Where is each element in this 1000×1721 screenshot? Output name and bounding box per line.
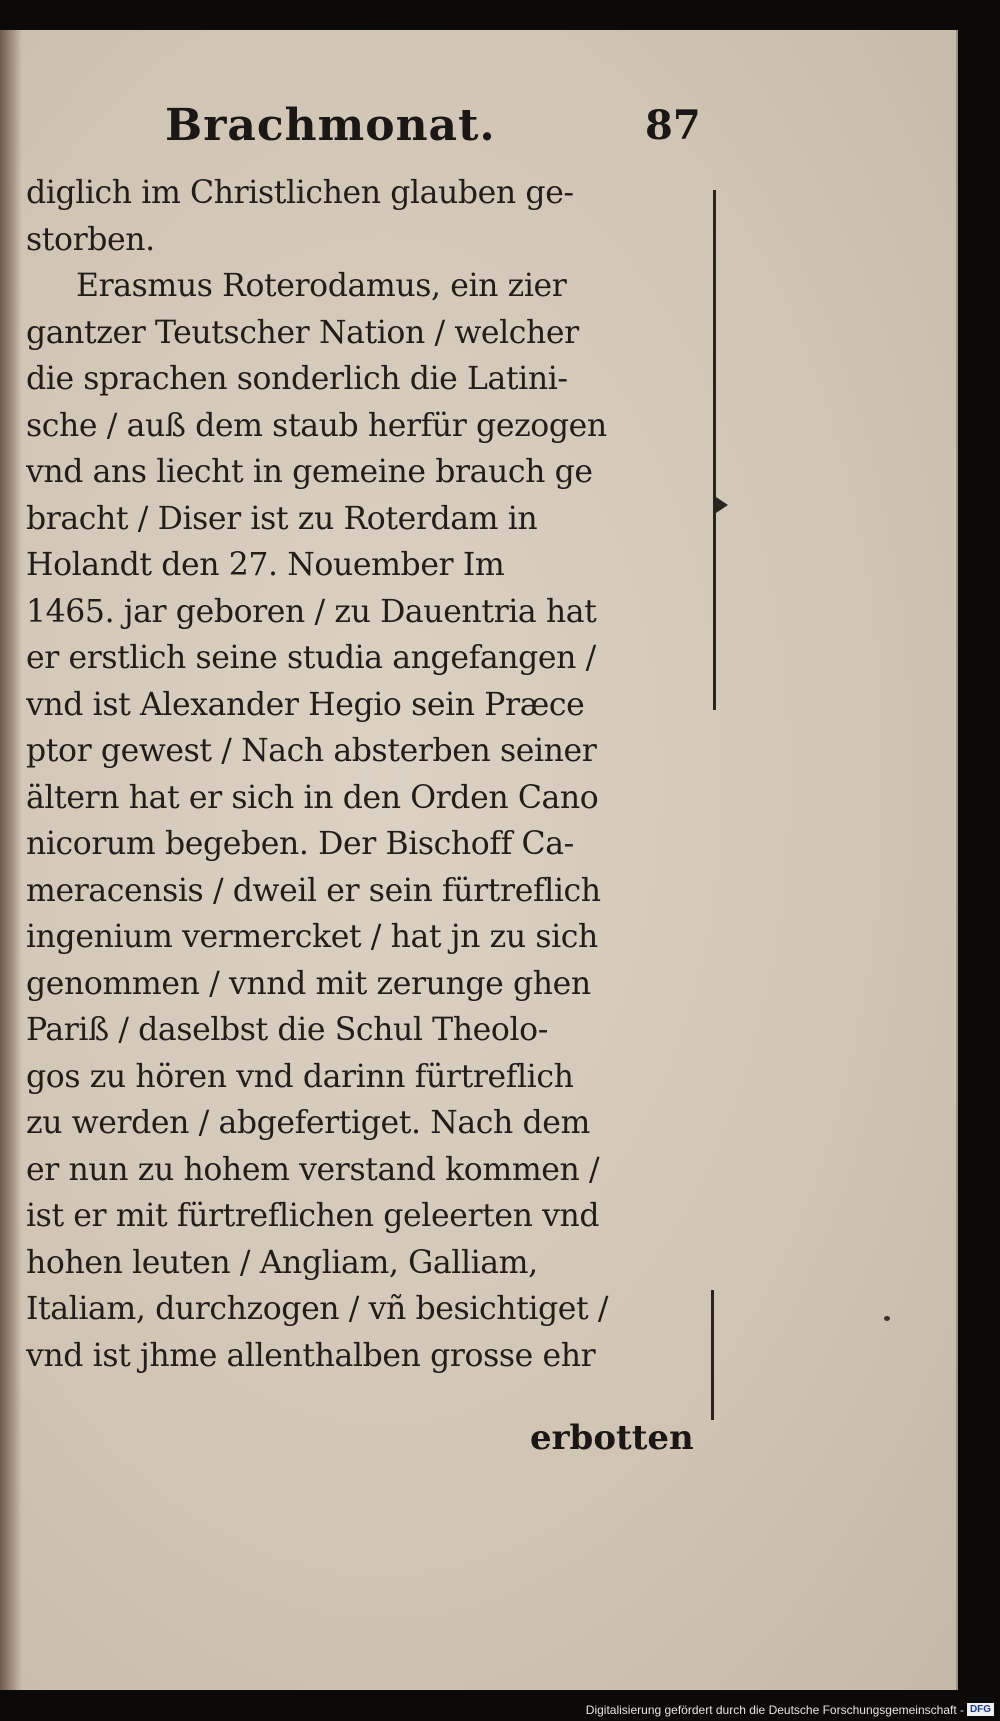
text-line: zu werden / abgefertiget. Nach dem (26, 1105, 590, 1141)
paper-speck (884, 1316, 890, 1321)
text-line: storben. (26, 221, 155, 258)
text-line: vnd ans liecht in gemeine brauch ge (26, 454, 593, 490)
digitization-credit: Digitalisierung gefördert durch die Deutsche Forschungsgemeinschaft - (585, 1703, 964, 1717)
text-line: hohen leuten / Angliam, Galliam, (26, 1244, 538, 1281)
running-title: Brachmonat. (165, 100, 496, 151)
catchword: erbotten (530, 1418, 694, 1458)
text-line: genommen / vnnd mit zerunge ghen (26, 965, 591, 1002)
margin-rule-upper (713, 190, 716, 710)
text-line: vnd ist jhme allenthalben grosse ehr (26, 1337, 596, 1374)
text-line: diglich im Christlichen glauben ge- (26, 175, 574, 211)
text-line: vnd ist Alexander Hegio sein Præce (26, 686, 585, 723)
text-line: gos zu hören vnd darinn fürtreflich (26, 1058, 574, 1095)
text-line: ptor gewest / Nach absterben seiner (26, 733, 597, 769)
dfg-logo: DFG (967, 1703, 994, 1716)
body-text (26, 170, 702, 1379)
text-line: 1465. jar geboren / zu Dauentria hat (26, 593, 597, 630)
page-header (165, 100, 705, 170)
text-line: die sprachen sonderlich die Latini- (26, 361, 568, 397)
text-line: ältern hat er sich in den Orden Cano (26, 779, 599, 816)
text-line: nicorum begeben. Der Bischoff Ca- (26, 826, 574, 862)
text-line: gantzer Teutscher Nation / welcher (26, 314, 579, 351)
page-number: 87 (645, 102, 701, 149)
text-line: Pariß / daselbst die Schul Theolo- (26, 1012, 548, 1048)
paragraph-start-line: Erasmus Roterodamus, ein zier (76, 268, 567, 304)
text-line: ist er mit fürtreflichen geleerten vnd (26, 1198, 600, 1234)
text-line: Holandt den 27. Nouember Im (26, 547, 505, 583)
page-gutter-shadow (0, 30, 22, 1690)
text-line: meracensis / dweil er sein fürtreflich (26, 872, 601, 909)
text-line: Italiam, durchzogen / vñ besichtiget / (26, 1291, 609, 1327)
text-line: bracht / Diser ist zu Roterdam in (26, 500, 538, 537)
text-line: sche / auß dem staub herfür gezogen (26, 407, 607, 444)
text-line: er nun zu hohem verstand kommen / (26, 1151, 600, 1188)
text-line: ingenium vermercket / hat jn zu sich (26, 919, 598, 955)
margin-rule-lower (711, 1290, 714, 1420)
margin-bracket-mark (716, 497, 728, 513)
text-line: er erstlich seine studia angefangen / (26, 640, 596, 676)
